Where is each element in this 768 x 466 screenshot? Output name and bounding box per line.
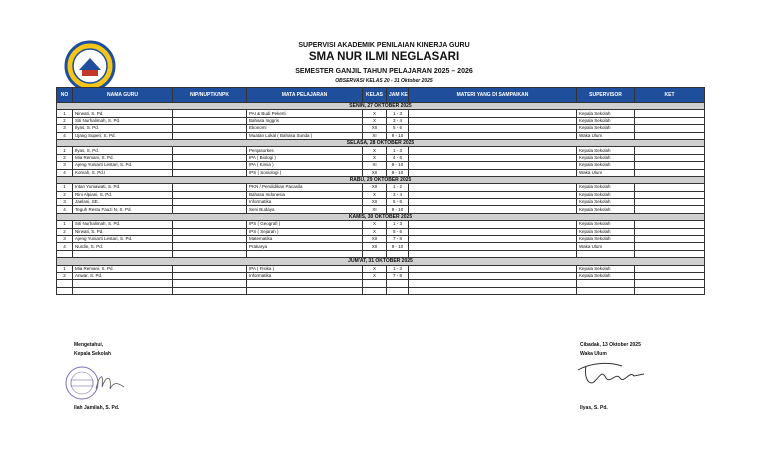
supervisor-cell: Kepala Sekolah: [577, 272, 635, 279]
period-cell: 1 - 3: [387, 110, 409, 117]
teacher-name-cell: Ilyas, S. Pd.: [73, 147, 173, 154]
class-cell: X: [363, 191, 387, 198]
note-cell: [635, 199, 705, 206]
class-cell: [363, 287, 387, 294]
left-position: Kepala Sekolah: [74, 351, 111, 357]
class-cell: X: [363, 147, 387, 154]
nip-cell: [173, 117, 247, 124]
table-row: [57, 162, 705, 169]
class-cell: XII: [363, 243, 387, 250]
teacher-name-cell: Teguh Restu Fauzi N, S. Pd.: [73, 206, 173, 213]
nip-cell: [173, 154, 247, 161]
subject-cell: IPS ( Sejarah ): [247, 228, 363, 235]
table-row: [57, 154, 705, 161]
class-cell: XI: [363, 132, 387, 139]
table-row: [57, 221, 705, 228]
subject-cell: Bahasa Indonesia: [247, 191, 363, 198]
supervisor-cell: [577, 250, 635, 257]
class-cell: X: [363, 117, 387, 124]
note-cell: [635, 287, 705, 294]
nip-cell: [173, 280, 247, 287]
column-header: NAMA GURU: [73, 88, 173, 103]
supervisor-cell: [577, 287, 635, 294]
no-cell: 4: [57, 132, 73, 139]
supervisor-cell: Kepala Sekolah: [577, 117, 635, 124]
no-cell: 2: [57, 117, 73, 124]
column-header: MATERI YANG DI SAMPAIKAN: [409, 88, 577, 103]
teacher-name-cell: Nurdin, S. Pd.: [73, 243, 173, 250]
material-cell: [409, 117, 577, 124]
period-cell: 9 - 10: [387, 169, 409, 176]
material-cell: [409, 280, 577, 287]
material-cell: [409, 272, 577, 279]
nip-cell: [173, 206, 247, 213]
teacher-name-cell: [73, 280, 173, 287]
no-cell: 3: [57, 125, 73, 132]
subject-cell: Informatika: [247, 199, 363, 206]
period-cell: [387, 280, 409, 287]
period-cell: 7 - 8: [387, 272, 409, 279]
supervisor-cell: Kepala Sekolah: [577, 154, 635, 161]
material-cell: [409, 287, 577, 294]
table-row: [57, 236, 705, 243]
table-row: [57, 199, 705, 206]
subject-cell: IPS ( Sosiologi ): [247, 169, 363, 176]
right-place-date: Cibadak, 13 Oktober 2025: [580, 342, 641, 348]
material-cell: [409, 154, 577, 161]
observation-period: OBSERVASI KELAS 20 - 31 Oktober 2025: [335, 78, 433, 84]
period-cell: 9 - 10: [387, 132, 409, 139]
teacher-name-cell: Intan Yuniawati, S. Pd.: [73, 184, 173, 191]
table-row: [57, 287, 705, 294]
class-cell: [363, 280, 387, 287]
nip-cell: [173, 169, 247, 176]
class-cell: XI: [363, 162, 387, 169]
table-row: [57, 250, 705, 257]
day-label: RABU, 29 OKTOBER 2025: [57, 176, 705, 183]
table-row: [57, 110, 705, 117]
note-cell: [635, 265, 705, 272]
day-row: [57, 103, 705, 110]
table-row: [57, 280, 705, 287]
material-cell: [409, 162, 577, 169]
column-header: KELAS: [363, 88, 387, 103]
table-row: [57, 117, 705, 124]
teacher-name-cell: Komah, S. Pd.I: [73, 169, 173, 176]
teacher-name-cell: Jaelani, SE.: [73, 199, 173, 206]
subject-cell: Ekonomi: [247, 125, 363, 132]
teacher-name-cell: Ilyas, S. Pd.: [73, 125, 173, 132]
note-cell: [635, 243, 705, 250]
supervisor-cell: [577, 280, 635, 287]
day-label: SELASA, 28 OKTOBER 2025: [57, 139, 705, 146]
no-cell: 2: [57, 228, 73, 235]
no-cell: 4: [57, 206, 73, 213]
day-row: [57, 176, 705, 183]
supervisor-cell: Kepala Sekolah: [577, 147, 635, 154]
subject-cell: Seni Budaya: [247, 206, 363, 213]
period-cell: 1 - 3: [387, 147, 409, 154]
day-row: [57, 258, 705, 265]
period-cell: [387, 250, 409, 257]
subject-cell: Prakarya: [247, 243, 363, 250]
no-cell: 3: [57, 236, 73, 243]
period-cell: 9 - 10: [387, 206, 409, 213]
period-cell: 1 - 3: [387, 221, 409, 228]
subject-cell: Penjasorkes: [247, 147, 363, 154]
column-header: NO: [57, 88, 73, 103]
nip-cell: [173, 199, 247, 206]
table-row: [57, 132, 705, 139]
class-cell: X: [363, 110, 387, 117]
teacher-name-cell: Anwar, S. Pd.: [73, 272, 173, 279]
note-cell: [635, 272, 705, 279]
nip-cell: [173, 228, 247, 235]
class-cell: XII: [363, 184, 387, 191]
no-cell: 2: [57, 154, 73, 161]
material-cell: [409, 169, 577, 176]
table-row: [57, 243, 705, 250]
no-cell: 1: [57, 110, 73, 117]
table-row: [57, 228, 705, 235]
teacher-name-cell: Ajeng Yuniarti Lestari, S. Pd.: [73, 162, 173, 169]
class-cell: X: [363, 228, 387, 235]
nip-cell: [173, 162, 247, 169]
teacher-name-cell: [73, 250, 173, 257]
column-header: KET: [635, 88, 705, 103]
table-row: [57, 169, 705, 176]
material-cell: [409, 243, 577, 250]
nip-cell: [173, 272, 247, 279]
left-acknowledge: Mengetahui,: [74, 342, 104, 348]
teacher-name-cell: Nirwati, S. Pd.: [73, 110, 173, 117]
material-cell: [409, 191, 577, 198]
nip-cell: [173, 287, 247, 294]
subject-cell: PKN / Pendidikan Pacasila: [247, 184, 363, 191]
no-cell: 4: [57, 243, 73, 250]
period-cell: 3 - 4: [387, 191, 409, 198]
no-cell: 3: [57, 199, 73, 206]
right-signer-name: Ilyas, S. Pd.: [580, 405, 608, 411]
material-cell: [409, 184, 577, 191]
class-cell: [363, 250, 387, 257]
note-cell: [635, 162, 705, 169]
period-cell: 3 - 4: [387, 117, 409, 124]
column-header: SUPERVISOR: [577, 88, 635, 103]
material-cell: [409, 199, 577, 206]
teacher-name-cell: Mia Remani, S. Pd.: [73, 154, 173, 161]
no-cell: 1: [57, 147, 73, 154]
subject-cell: IPA ( Fisika ): [247, 265, 363, 272]
supervisor-cell: Kepala Sekolah: [577, 228, 635, 235]
note-cell: [635, 110, 705, 117]
table-header-row: [57, 88, 705, 103]
note-cell: [635, 206, 705, 213]
period-cell: 9 - 10: [387, 243, 409, 250]
subject-cell: [247, 250, 363, 257]
nip-cell: [173, 250, 247, 257]
teacher-name-cell: Rini Alpiani, S. Pd.: [73, 191, 173, 198]
table-row: [57, 147, 705, 154]
day-row: [57, 213, 705, 220]
day-label: KAMIS, 30 OKTOBER 2025: [57, 213, 705, 220]
left-signer-name: Ilah Jamilah, S. Pd.: [74, 405, 120, 411]
note-cell: [635, 250, 705, 257]
period-cell: 1 - 2: [387, 184, 409, 191]
subject-cell: PAI & Budi Pekerti: [247, 110, 363, 117]
material-cell: [409, 221, 577, 228]
column-header: NIP/NUPTK/NPK: [173, 88, 247, 103]
subject-cell: IPA ( Kimia ): [247, 162, 363, 169]
supervisor-cell: Kepala Sekolah: [577, 199, 635, 206]
class-cell: XII: [363, 236, 387, 243]
table-row: [57, 191, 705, 198]
period-cell: 5 - 6: [387, 228, 409, 235]
nip-cell: [173, 184, 247, 191]
class-cell: X: [363, 221, 387, 228]
teacher-name-cell: Nirwati, S. Pd.: [73, 228, 173, 235]
note-cell: [635, 169, 705, 176]
class-cell: X: [363, 265, 387, 272]
school-name: SMA NUR ILMI NEGLASARI: [308, 51, 460, 63]
nip-cell: [173, 221, 247, 228]
no-cell: 2: [57, 272, 73, 279]
table-row: [57, 206, 705, 213]
teacher-name-cell: Ajeng Yuniarti Lestari, S. Pd.: [73, 236, 173, 243]
nip-cell: [173, 125, 247, 132]
right-position: Waka Ulum: [580, 351, 607, 357]
note-cell: [635, 191, 705, 198]
nip-cell: [173, 132, 247, 139]
day-label: JUM'AT, 31 OKTOBER 2025: [57, 258, 705, 265]
no-cell: 4: [57, 169, 73, 176]
table-row: [57, 125, 705, 132]
material-cell: [409, 206, 577, 213]
no-cell: [57, 250, 73, 257]
period-cell: [387, 287, 409, 294]
class-cell: XII: [363, 199, 387, 206]
semester-line: SEMESTER GANJIL TAHUN PELAJARAN 2025 – 2026: [295, 68, 473, 75]
nip-cell: [173, 243, 247, 250]
supervisor-cell: Kepala Sekolah: [577, 221, 635, 228]
note-cell: [635, 221, 705, 228]
class-cell: XI: [363, 206, 387, 213]
no-cell: 2: [57, 191, 73, 198]
material-cell: [409, 236, 577, 243]
material-cell: [409, 110, 577, 117]
class-cell: XII: [363, 125, 387, 132]
subject-cell: Muatan Lokal ( Bahasa Sunda ): [247, 132, 363, 139]
table-row: [57, 265, 705, 272]
supervisor-cell: Kepala Sekolah: [577, 191, 635, 198]
teacher-name-cell: [73, 287, 173, 294]
table-row: [57, 184, 705, 191]
material-cell: [409, 265, 577, 272]
supervisor-cell: Kepala Sekolah: [577, 236, 635, 243]
material-cell: [409, 147, 577, 154]
subject-cell: Bahasa Inggris: [247, 117, 363, 124]
teacher-name-cell: Siti Nurhalimah, S. Pd.: [73, 117, 173, 124]
subject-cell: IPA ( Biologi ): [247, 154, 363, 161]
period-cell: 5 - 6: [387, 125, 409, 132]
note-cell: [635, 147, 705, 154]
supervisor-cell: Kepala Sekolah: [577, 206, 635, 213]
teacher-name-cell: Siti Nurhalimah, S. Pd.: [73, 221, 173, 228]
subject-cell: IPS ( Geografi ): [247, 221, 363, 228]
column-header: MATA PELAJARAN: [247, 88, 363, 103]
note-cell: [635, 117, 705, 124]
nip-cell: [173, 110, 247, 117]
day-label: SENIN, 27 OKTOBER 2025: [57, 103, 705, 110]
supervisor-cell: Waka Ulum: [577, 169, 635, 176]
note-cell: [635, 280, 705, 287]
supervisor-cell: Kepala Sekolah: [577, 110, 635, 117]
no-cell: 1: [57, 184, 73, 191]
class-cell: X: [363, 272, 387, 279]
period-cell: 4 - 6: [387, 154, 409, 161]
period-cell: 5 - 6: [387, 199, 409, 206]
table-row: [57, 272, 705, 279]
note-cell: [635, 125, 705, 132]
period-cell: 1 - 3: [387, 265, 409, 272]
supervisor-cell: Kepala Sekolah: [577, 162, 635, 169]
material-cell: [409, 125, 577, 132]
school-stamp-signature: [62, 365, 132, 401]
class-cell: X: [363, 154, 387, 161]
no-cell: 3: [57, 162, 73, 169]
note-cell: [635, 236, 705, 243]
day-row: [57, 139, 705, 146]
note-cell: [635, 184, 705, 191]
note-cell: [635, 154, 705, 161]
subject-cell: Matematika: [247, 236, 363, 243]
nip-cell: [173, 265, 247, 272]
nip-cell: [173, 236, 247, 243]
class-cell: XII: [363, 169, 387, 176]
subject-cell: Informatika: [247, 272, 363, 279]
no-cell: [57, 287, 73, 294]
note-cell: [635, 228, 705, 235]
header-title: SUPERVISI AKADEMIK PENILAIAN KINERJA GURU: [298, 42, 470, 49]
period-cell: 9 - 10: [387, 162, 409, 169]
nip-cell: [173, 147, 247, 154]
teacher-name-cell: Ujang Superi, S. Pd.: [73, 132, 173, 139]
supervisor-cell: Kepala Sekolah: [577, 184, 635, 191]
nip-cell: [173, 191, 247, 198]
no-cell: 1: [57, 265, 73, 272]
column-header: JAM KE: [387, 88, 409, 103]
supervisor-cell: Kepala Sekolah: [577, 265, 635, 272]
subject-cell: [247, 280, 363, 287]
no-cell: 1: [57, 221, 73, 228]
no-cell: [57, 280, 73, 287]
supervisor-cell: Waka Ulum: [577, 243, 635, 250]
supervisor-cell: Waka Ulum: [577, 132, 635, 139]
supervisor-cell: Kepala Sekolah: [577, 125, 635, 132]
waka-signature: [572, 356, 650, 392]
subject-cell: [247, 287, 363, 294]
period-cell: 7 - 8: [387, 236, 409, 243]
teacher-name-cell: Mia Remani, S. Pd.: [73, 265, 173, 272]
note-cell: [635, 132, 705, 139]
material-cell: [409, 250, 577, 257]
supervision-table: [56, 87, 705, 295]
material-cell: [409, 228, 577, 235]
material-cell: [409, 132, 577, 139]
